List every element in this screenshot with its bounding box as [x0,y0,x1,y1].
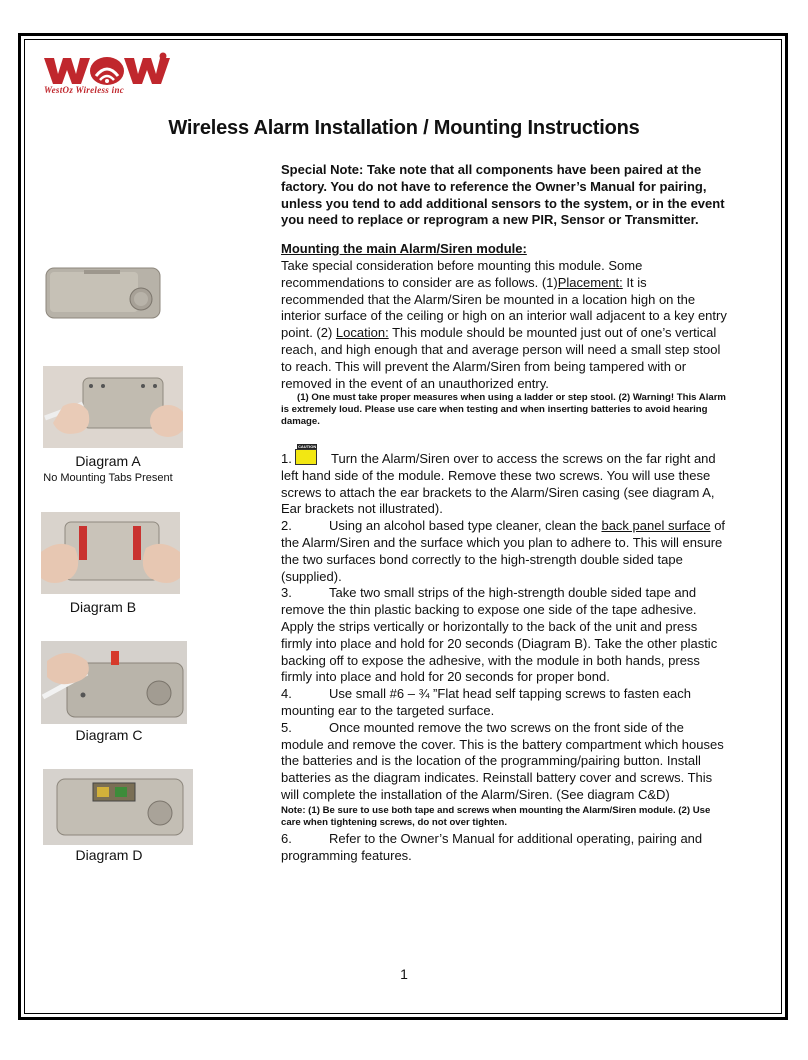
step-2: 2. Using an alcohol based type cleaner, clean the back panel surface of the Alarm/Siren and the surface which you plan to adhere to. This will ensure the two surfaces bond correctly to the high-strength double sided tape (supplied). [281,518,726,584]
step-6: 6. Refer to the Owner’s Manual for additional operating, pairing and programming features. [281,830,703,863]
step-5: 5. Once mounted remove the two screws on the front side of the module and remove the cover. This is the battery compartment which houses the batteries and is the location of the programming/pairing button. Install batteries as the diagram indicates. Reinstall battery cover and screws. This will complete the installation of the Alarm/Siren. (See diagram C&D) [281,719,724,802]
placement-label: Placement: [557,274,623,290]
diagram-a-photo [43,366,183,448]
diagram-b-photo [41,512,180,594]
special-note: Special Note: Take note that all components have been paired at the factory. You do not have to reference the Owner’s Manual for pairing, unless you tend to add additional sensors to the system, or in the event you need to replace or reprogram a new PIR, Sensor or Transmitter. [281,162,725,228]
mounting-warning: (1) One must take proper measures when using a ladder or step stool. (2) Warning! This Alarm is extremely loud. Please use care when testing and when inserting batteries to avoid hearing damage. [281,392,726,428]
step-4: 4. Use small #6 – ¾ ”Flat head self tapping screws to fasten each mounting ear to the targeted surface. [281,686,692,718]
mounting-body: Take special consideration before mounting this module. Some recommendations to consider are as follows. (1)Placement: It is recommended that the Alarm/Siren be mounted in a location high on the interior surface of the ceiling or high on an interior wall adjacent to a key entry point. (2) Location: This module should be mounted just out of one’s vertical reach, and high enough that and average person will need a small step stool to reach. This will prevent the Alarm/Siren from being tampered with or removed in the event of an unauthorized entry. [281,258,727,391]
diagram-d-caption: Diagram D [75,847,143,863]
diagram-a-caption: Diagram A [75,453,141,469]
steps-list [281,444,727,864]
diagram-c-caption: Diagram C [75,727,143,743]
step-note: Note: (1) Be sure to use both tape and screws when mounting the Alarm/Siren module. (2) Use care when tightening screws, do not over tighten. [281,804,711,828]
logo-tagline: WestOz Wireless inc [44,85,125,95]
page-number: 1 [400,966,408,982]
diagram-a-subcaption: No Mounting Tabs Present [43,472,173,484]
diagram-b-caption: Diagram B [69,599,137,615]
step-3: 3. Take two small strips of the high-strength double sided tape and remove the thin plastic backing to expose one side of the tape adhesive. Apply the strips vertically or horizontally to the back of the unit and press firmly into place and hold for 20 seconds (Diagram B). Take the other plastic backing off to expose the adhesive, with the module in both hands, press firmly into place and hold for 20 seconds for proper bond. [281,585,718,685]
caution-icon: CAUTION [295,449,317,465]
step-1: 1. CAUTION Turn the Alarm/Siren over to access the screws on the far right and left hand side of the module. Remove these two screws. You will use these screws to attach the ear brackets to the Alarm/Siren casing (see diagram A, Ear brackets not illustrated). [281,444,716,517]
diagram-d-photo [43,769,193,845]
location-label: Location: [335,325,389,341]
page-title: Wireless Alarm Installation / Mounting Instructions [168,117,640,139]
diagram-c-photo [41,641,187,724]
module-photo [44,266,162,322]
mounting-heading: Mounting the main Alarm/Siren module: [281,241,527,256]
